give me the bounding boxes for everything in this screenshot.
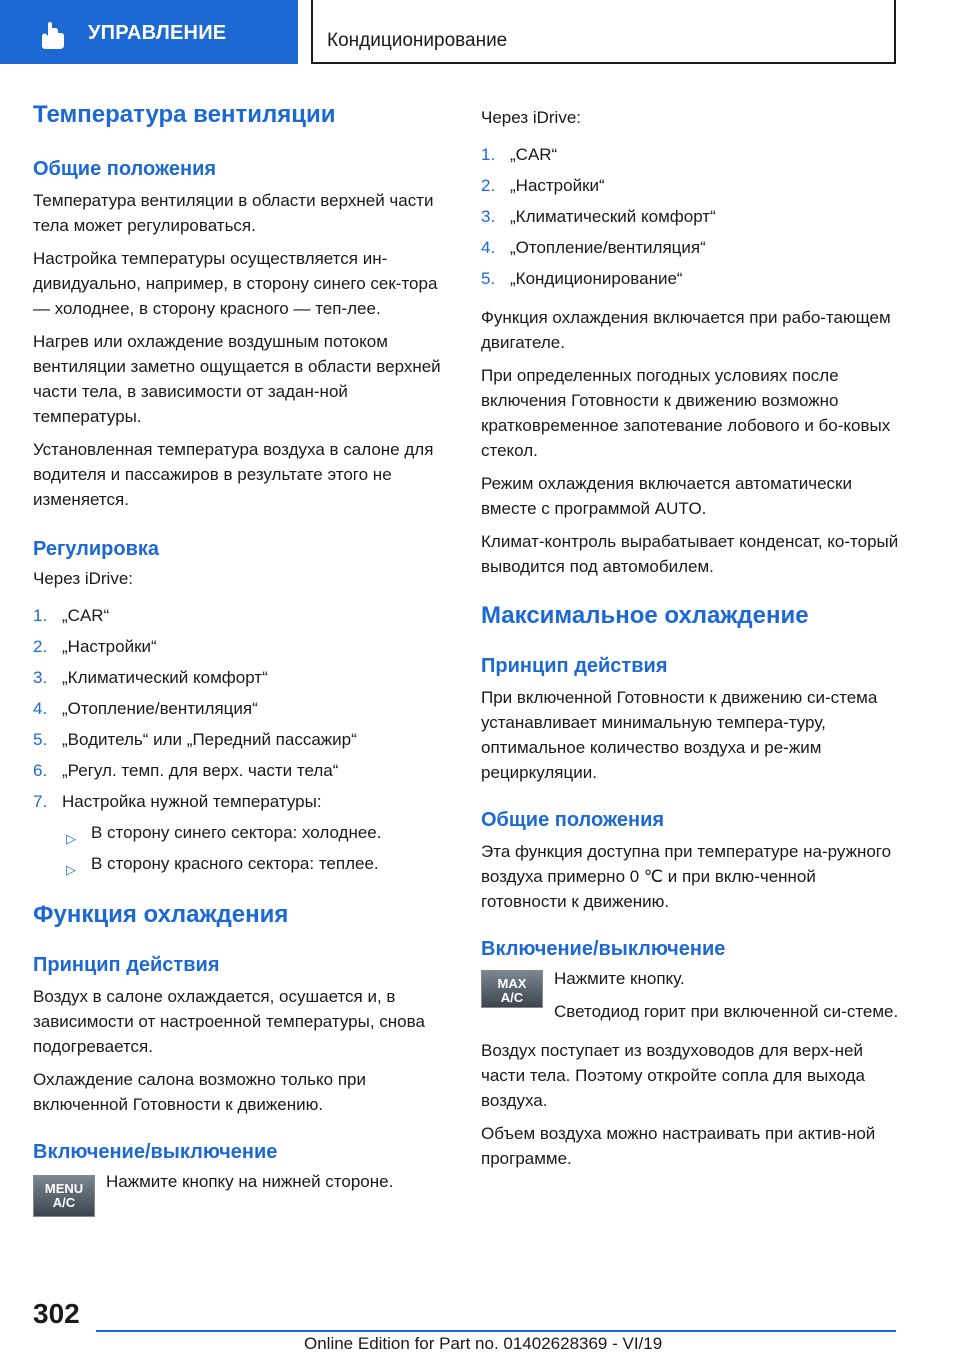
general-p3: Нагрев или охлаждение воздушным потоком вентиляции заметно ощущается в области верхней части тела, в зависимости от задан-ной температуры. bbox=[33, 332, 441, 426]
cooling-title: Функция охлаждения bbox=[33, 901, 289, 928]
triangle-bullet-icon: ▷ bbox=[66, 831, 76, 846]
max-onoff-heading: Включение/выключение bbox=[481, 938, 726, 960]
footer-divider bbox=[96, 1330, 896, 1332]
list-item: 3. „Климатический комфорт“ bbox=[481, 207, 716, 226]
general-p2: Настройка температуры осуществляется ин-дивидуально, например, в сторону синего сек-тора — холоднее, в сторону красного — теп-лее. bbox=[33, 249, 438, 318]
edition-text: Online Edition for Part no. 01402628369 - VI/19 bbox=[304, 1334, 663, 1353]
right-p6: Объем воздуха можно настраивать при актив-ной программе. bbox=[481, 1124, 876, 1168]
list-item: 5. „Кондиционирование“ bbox=[481, 269, 683, 288]
onoff-heading: Включение/выключение bbox=[33, 1141, 278, 1163]
list-item: 6. „Регул. темп. для верх. части тела“ bbox=[33, 761, 339, 780]
max-ac-row bbox=[481, 966, 901, 1024]
regulation-heading: Регулировка bbox=[33, 538, 160, 560]
list-item: 3. „Климатический комфорт“ bbox=[33, 668, 268, 687]
list-item: 1. „CAR“ bbox=[481, 145, 558, 164]
sub-list-item: ▷ В сторону красного сектора: теплее. bbox=[33, 851, 453, 882]
chapter-header bbox=[311, 0, 896, 64]
section-label: УПРАВЛЕНИЕ bbox=[88, 22, 227, 44]
triangle-bullet-icon: ▷ bbox=[66, 862, 76, 877]
max-ac-text2: Светодиод горит при включенной си-стеме. bbox=[554, 1002, 899, 1021]
vent-temp-title: Температура вентиляции bbox=[33, 101, 336, 128]
right-p2: При определенных погодных условиях после включения Готовности к движению возможно кратковременное запотевание лобового и бо-ковых стекол. bbox=[481, 366, 891, 460]
page-number: 302 bbox=[33, 1298, 80, 1329]
right-p5: Воздух поступает из воздуховодов для верх-ней части тела. Поэтому откройте сопла для выхода воздуха. bbox=[481, 1041, 865, 1110]
regulation-intro: Через iDrive: bbox=[33, 569, 134, 588]
hand-pointer-icon bbox=[38, 22, 68, 50]
max-ac-button-icon: MAX A/C bbox=[481, 970, 543, 1008]
max-principle-heading: Принцип действия bbox=[481, 655, 668, 677]
menu-ac-button-icon: MENU A/C bbox=[33, 1175, 95, 1217]
max-ac-text1: Нажмите кнопку. bbox=[554, 969, 685, 988]
left-column bbox=[33, 100, 453, 1219]
principle-p2: Охлаждение салона возможно только при включенной Готовности к движению. bbox=[33, 1070, 367, 1114]
chapter-title: Кондиционирование bbox=[327, 30, 508, 51]
max-cooling-title: Максимальное охлаждение bbox=[481, 602, 809, 629]
list-item: 2. „Настройки“ bbox=[33, 637, 157, 656]
max-general-heading: Общие положения bbox=[481, 809, 665, 831]
max-principle-p: При включенной Готовности к движению си-стема устанавливает минимальную темпера-туру, оптимальное количество воздуха и ре-жим рециркуляции. bbox=[481, 688, 878, 782]
principle-p1: Воздух в салоне охлаждается, осушается и, в зависимости от настроенной температуры, снова подогревается. bbox=[33, 987, 425, 1056]
section-tab bbox=[0, 0, 298, 64]
right-p3: Режим охлаждения включается автоматически вместе с программой AUTO. bbox=[481, 474, 852, 518]
right-p1: Функция охлаждения включается при рабо-тающем двигателе. bbox=[481, 308, 891, 352]
list-item: 4. „Отопление/вентиляция“ bbox=[33, 699, 258, 718]
general-p4: Установленная температура воздуха в салоне для водителя и пассажиров в результате этого не изменяется. bbox=[33, 440, 434, 509]
max-general-p: Эта функция доступна при температуре на-ружного воздуха примерно 0 ℃ и при вклю-ченной готовности к движению. bbox=[481, 842, 892, 911]
right-p4: Климат-контроль вырабатывает конденсат, ко-торый выводится под автомобилем. bbox=[481, 532, 899, 576]
sub-list-item: ▷ В сторону синего сектора: холоднее. bbox=[33, 820, 453, 851]
list-item: 7. Настройка нужной температуры: bbox=[33, 792, 322, 811]
regulation-steps bbox=[33, 603, 453, 882]
menu-ac-row bbox=[33, 1169, 453, 1219]
menu-ac-text: Нажмите кнопку на нижней стороне. bbox=[106, 1172, 394, 1191]
list-item: 1. „CAR“ bbox=[33, 606, 110, 625]
right-column bbox=[481, 105, 901, 1179]
list-item: 5. „Водитель“ или „Передний пассажир“ bbox=[33, 730, 357, 749]
general-p1: Температура вентиляции в области верхней части тела может регулироваться. bbox=[33, 191, 434, 235]
list-item: 2. „Настройки“ bbox=[481, 176, 605, 195]
principle-heading: Принцип действия bbox=[33, 954, 220, 976]
list-item: 4. „Отопление/вентиляция“ bbox=[481, 238, 706, 257]
ac-steps bbox=[481, 142, 901, 297]
right-intro: Через iDrive: bbox=[481, 108, 582, 127]
general-heading: Общие положения bbox=[33, 158, 217, 180]
